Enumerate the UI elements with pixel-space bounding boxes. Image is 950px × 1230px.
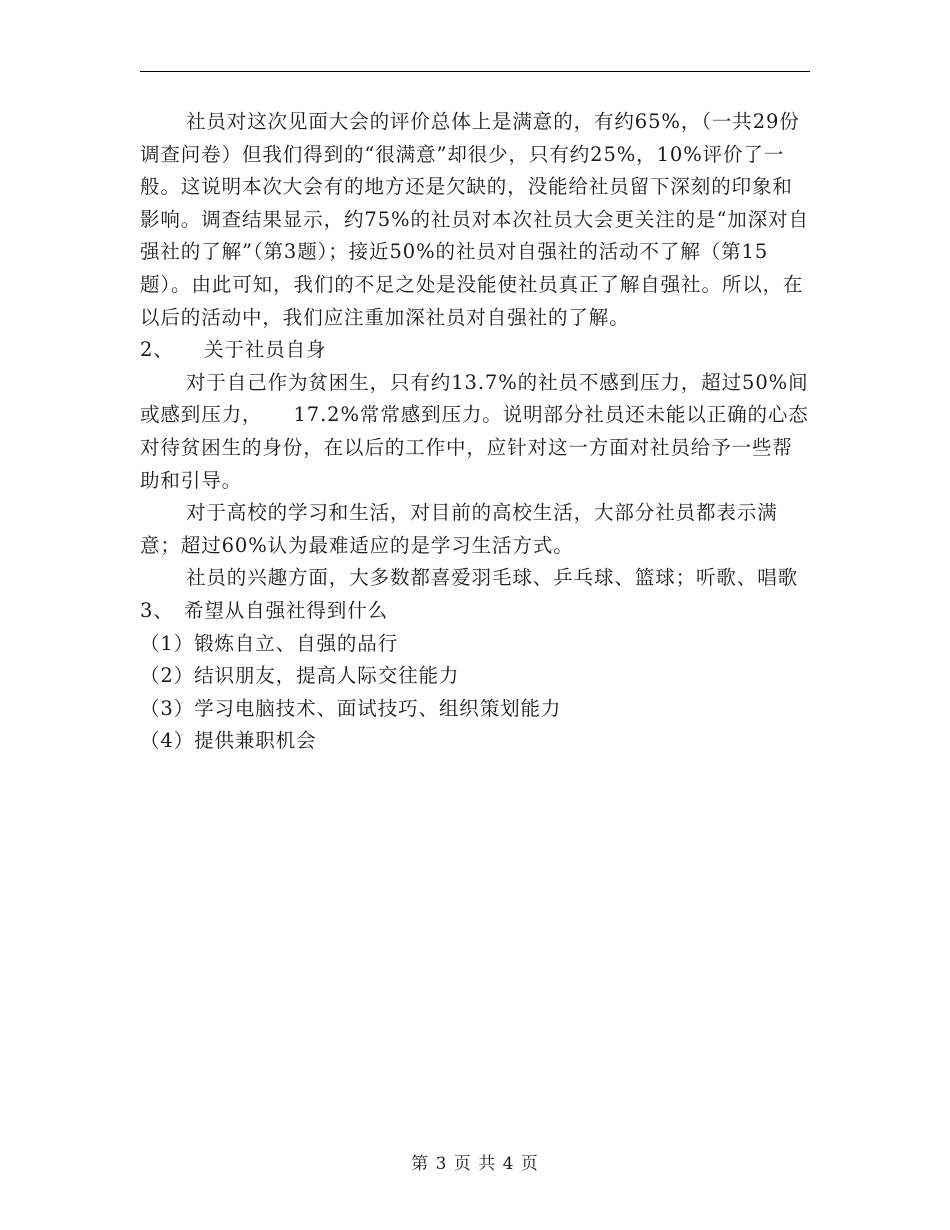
paragraph-meeting-evaluation: 社员对这次见面大会的评价总体上是满意的，有约65%，（一共29份调查问卷）但我们得到的“很满意”却很少，只有约25%，10%评价了一般。这说明本次大会有的地方还是欠缺的，没能给社员留下深刻的印象和影响。调查结果显示，约75%的社员对本次社员大会更关注的是“加深对自强社的了解”（第3题）；接近50%的社员对自强社的活动不了解（第15题）。由此可知，我们的不足之处是没能使社员真正了解自强社。所以，在以后的活动中，我们应注重加深社员对自强社的了解。	[140, 110, 809, 329]
list-item: （1）锻炼自立、自强的品行	[140, 631, 399, 655]
header-rule	[140, 71, 810, 72]
paragraph-campus-life: 对于高校的学习和生活，对目前的高校生活，大部分社员都表示满意；超过60%认为最难适应的是学习生活方式。	[140, 501, 778, 557]
list-item: （2）结识朋友，提高人际交往能力	[140, 664, 460, 688]
list-item: （3）学习电脑技术、面试技巧、组织策划能力	[140, 696, 562, 720]
document-body	[140, 106, 810, 758]
paragraph-interests: 社员的兴趣方面，大多数都喜爱羽毛球、乒乓球、篮球；听歌、唱歌	[186, 566, 799, 590]
section-number-3: 3、	[140, 598, 174, 622]
paragraph-pressure: 对于自己作为贫困生，只有约13.7%的社员不感到压力，超过50%间或感到压力， 17.2%常常感到压力。说明部分社员还未能以正确的心态对待贫困生的身份，在以后的工作中，应针对这一方面对社员给予一些帮助和引导。	[140, 370, 809, 492]
section-heading-2	[140, 334, 810, 367]
page-number-footer: 第 3 页 共 4 页	[411, 1154, 539, 1174]
section-number-2: 2、	[140, 338, 174, 362]
section-title-2: 关于社员自身	[204, 338, 327, 362]
section-heading-3	[140, 595, 810, 628]
section-title-3: 希望从自强社得到什么	[184, 598, 389, 622]
list-item: （4）提供兼职机会	[140, 729, 317, 753]
